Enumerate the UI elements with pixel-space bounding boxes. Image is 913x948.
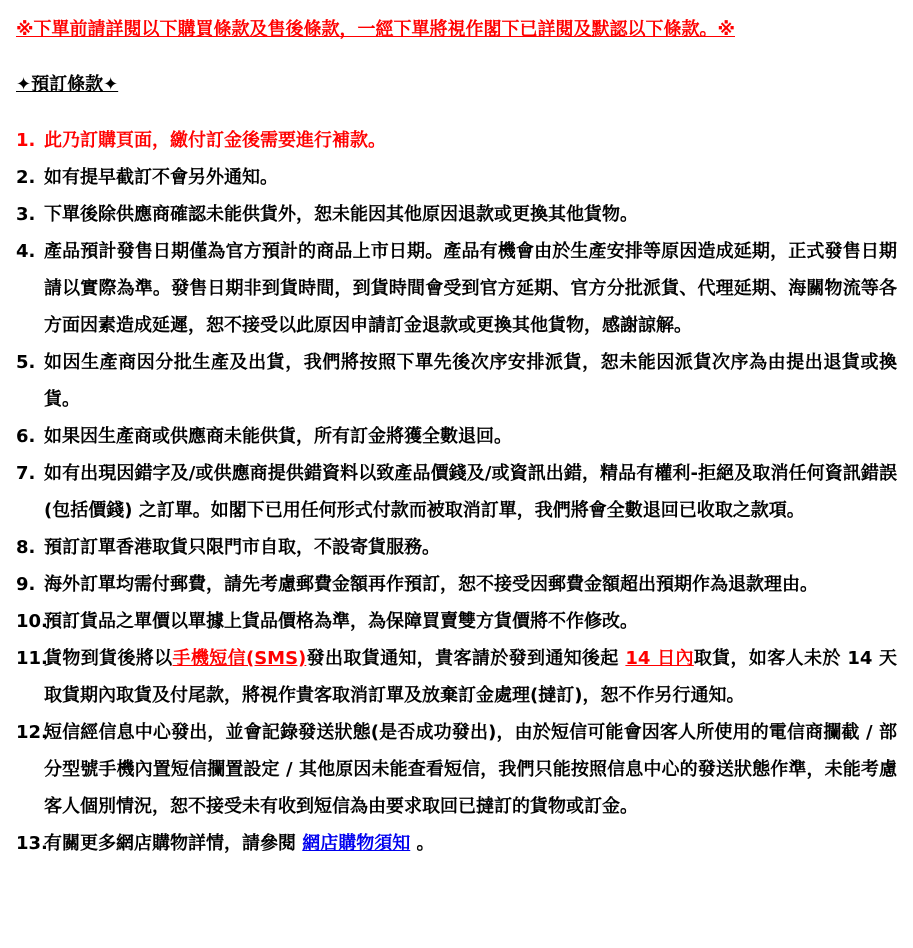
term-segment: 取貨，如客人未於 14 天取貨期內取貨及付尾款，將視作貴客取消訂單及放棄訂金處理(撻訂)，恕不作另行通知。 xyxy=(44,648,898,706)
term-text xyxy=(44,714,897,825)
term-text xyxy=(44,640,897,714)
term-text xyxy=(44,122,897,159)
term-segment: 發出取貨通知，貴客請於發到通知後起 xyxy=(306,648,626,669)
term-segment: 。 xyxy=(410,833,435,854)
term-segment: 如有提早截訂不會另外通知。 xyxy=(44,167,278,188)
term-segment: 如果因生產商或供應商未能供貨，所有訂金將獲全數退回。 xyxy=(44,426,512,447)
term-emphasis: 此乃訂購頁面，繳付訂金後需要進行補款。 xyxy=(44,130,386,151)
term-text xyxy=(44,159,897,196)
term-number: 5. xyxy=(16,352,36,373)
term-number: 12. xyxy=(16,722,48,743)
term-segment: 如有出現因錯字及/或供應商提供錯資料以致產品價錢及/或資訊出錯，精品有權利-拒絕及取消任何資訊錯誤(包括價錢) 之訂單。如閣下已用任何形式付款而被取消訂單，我們將會全數退回已收取之款項。 xyxy=(44,463,897,521)
term-segment: 短信經信息中心發出，並會記錄發送狀態(是否成功發出)，由於短信可能會因客人所使用的電信商攔截 / 部分型號手機內置短信攔置設定 / 其他原因未能查看短信，我們只能按照信息中心的發送狀態作準，未能考慮客人個別情況，恕不接受未有收到短信為由要求取回已撻訂的貨物或訂金。 xyxy=(44,722,897,817)
term-segment: 預訂訂單香港取貨只限門市自取，不設寄貨服務。 xyxy=(44,537,440,558)
term-emphasis: 手機短信(SMS) xyxy=(172,648,307,669)
term-item xyxy=(16,566,897,603)
term-segment: 預訂貨品之單價以單據上貨品價格為準，為保障買賣雙方貨價將不作修改。 xyxy=(44,611,638,632)
term-segment: 下單後除供應商確認未能供貨外，恕未能因其他原因退款或更換其他貨物。 xyxy=(44,204,638,225)
term-text xyxy=(44,455,897,529)
terms-list xyxy=(16,122,897,862)
term-text xyxy=(44,233,897,344)
term-text xyxy=(44,344,897,418)
term-segment: 有關更多網店購物詳情，請參閱 xyxy=(44,833,303,854)
term-emphasis: 14 日內 xyxy=(625,648,694,669)
term-text xyxy=(44,825,897,862)
term-number: 13. xyxy=(16,833,48,854)
term-text xyxy=(44,196,897,233)
term-number: 11. xyxy=(16,648,48,669)
term-segment: 貨物到貨後將以 xyxy=(44,648,173,669)
term-item xyxy=(16,233,897,344)
term-number: 7. xyxy=(16,463,36,484)
term-item xyxy=(16,122,897,159)
term-text xyxy=(44,566,897,603)
term-segment: 產品預計發售日期僅為官方預計的商品上市日期。產品有機會由於生產安排等原因造成延期，正式發售日期請以實際為準。發售日期非到貨時間，到貨時間會受到官方延期、官方分批派貨、代理延期、海關物流等各方面因素造成延遲，恕不接受以此原因申請訂金退款或更換其他貨物，感謝諒解。 xyxy=(44,241,897,336)
term-item xyxy=(16,825,897,862)
term-number: 3. xyxy=(16,204,36,225)
term-number: 8. xyxy=(16,537,36,558)
term-text xyxy=(44,529,897,566)
term-item xyxy=(16,159,897,196)
store-shopping-guide-link[interactable]: 網店購物須知 xyxy=(302,833,411,854)
purchase-notice-title: ※下單前請詳閱以下購買條款及售後條款，一經下單將視作閣下已詳閱及默認以下條款。※ xyxy=(16,19,735,40)
term-text xyxy=(44,603,897,640)
term-number: 2. xyxy=(16,167,36,188)
term-segment: 如因生產商因分批生產及出貨，我們將按照下單先後次序安排派貨，恕未能因派貨次序為由提出退貨或換貨。 xyxy=(44,352,897,410)
term-number: 6. xyxy=(16,426,36,447)
preorder-terms-heading: ✦預訂條款✦ xyxy=(16,74,119,95)
term-number: 1. xyxy=(16,130,36,151)
term-item xyxy=(16,640,897,714)
term-number: 9. xyxy=(16,574,36,595)
term-text xyxy=(44,418,897,455)
term-item xyxy=(16,344,897,418)
term-item xyxy=(16,418,897,455)
term-item xyxy=(16,455,897,529)
term-item xyxy=(16,603,897,640)
term-segment: 海外訂單均需付郵費，請先考慮郵費金額再作預訂，恕不接受因郵費金額超出預期作為退款理由。 xyxy=(44,574,818,595)
term-item xyxy=(16,196,897,233)
term-item xyxy=(16,714,897,825)
term-item xyxy=(16,529,897,566)
term-number: 10. xyxy=(16,611,48,632)
term-number: 4. xyxy=(16,241,36,262)
